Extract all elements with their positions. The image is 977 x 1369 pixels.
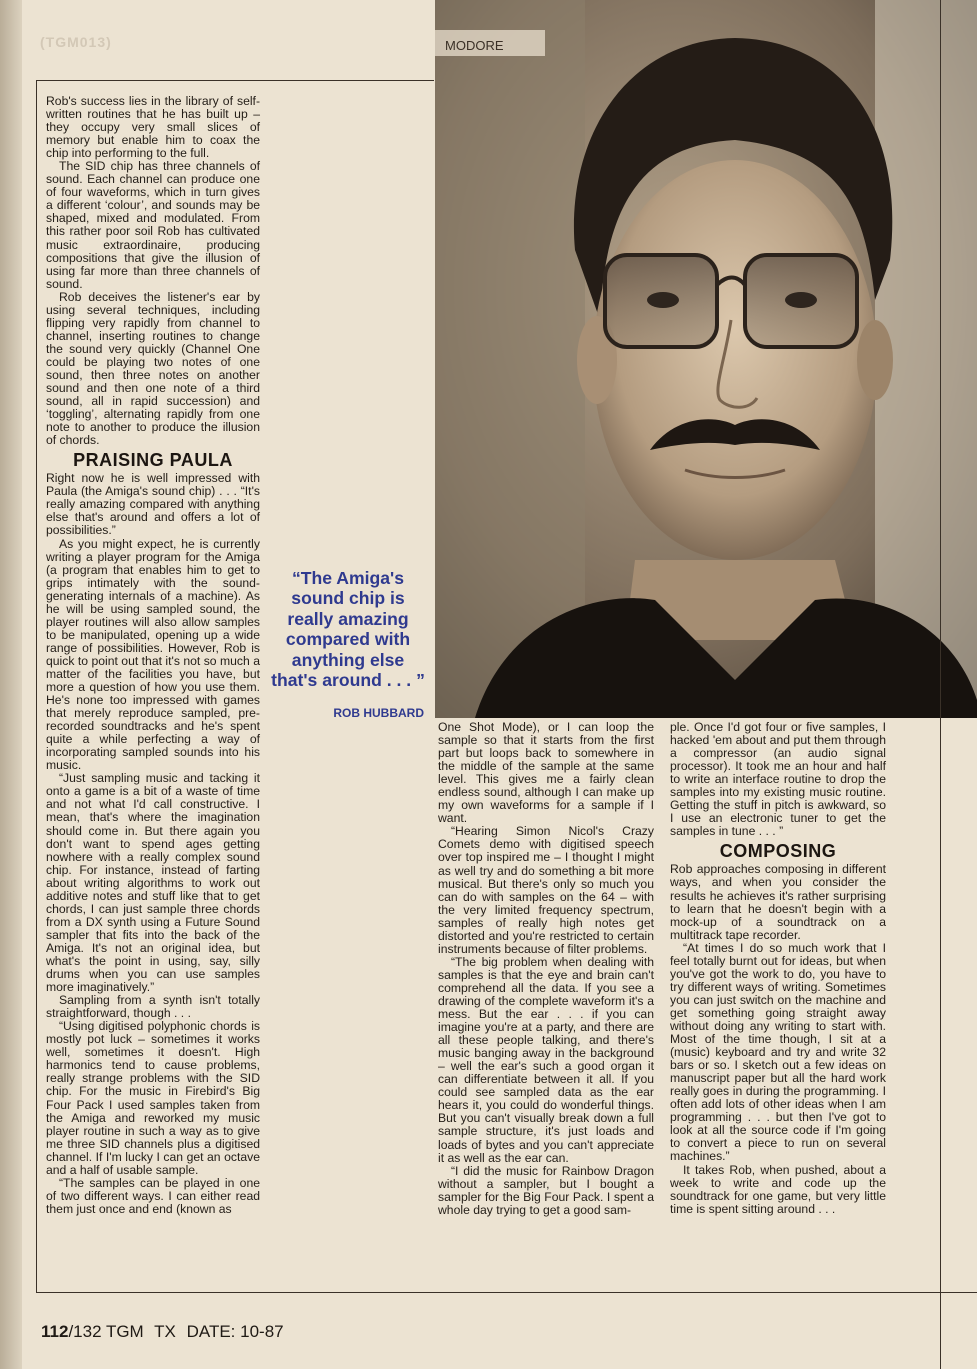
paragraph: One Shot Mode), or I can loop the sample so that it starts from the first part but loops back to somewhere in the middle of the sample at the same level. This gives me a fairly clean endless sound, although I can make up my own waveforms for a sample if I want.: [438, 720, 654, 826]
sign-text: MODORE: [445, 38, 504, 53]
paragraph: “The samples can be played in one of two different ways. I can either read them just once and end (known as: [46, 1175, 260, 1216]
paragraph: Sampling from a synth isn't totally straightforward, though . . .: [46, 993, 260, 1021]
portrait-photo: [435, 0, 977, 718]
portrait-illustration: [435, 0, 977, 718]
frame-rule-bottom: [36, 1292, 977, 1293]
header-ghost-text: (TGM013): [40, 34, 112, 50]
paragraph: Rob deceives the listener's ear by using several techniques, including flipping very rapidly from channel to channel, inserting routines to change the sound very quickly (Channel One could be playing two notes of one sound, then three notes on another sound and then one note of a third sound, all in rapid succession) and ‘toggling’, alternating rapidly from one note to another to produce the illusion of chords.: [46, 289, 260, 448]
paragraph: “Hearing Simon Nicol's Crazy Comets demo with digitised speech over top inspired me – I thought I might as well try and do something a bit more musical. But there's only so much you can do with samples on the 64 – with the very limited frequency spectrum, samples of really high notes get distorted and you're restricted to certain instruments because of filter problems.: [438, 824, 654, 956]
paragraph: Rob's success lies in the library of self-written routines that he has built up – they occupy very small slices of memory but enable him to coax the chip into performing to the full.: [46, 94, 260, 161]
date-label: DATE: 10-87: [186, 1322, 284, 1341]
paragraph: “Just sampling music and tacking it onto a game is a bit of a waste of time and not what I'd call constructive. I mean, that's where the imagination should come in. But there again you don't want to spend ages getting nowhere with a really complex sound chip. For instance, instead of farting about writing algorithms to work out additive notes and stuff like that to get chords, I can just sample three chords from a DX synth using a Future Sound sampler that fits into the back of the Amiga. It's not an original idea, but what's the point in using, say, silly drums when you can use samples more imaginatively.”: [46, 771, 260, 995]
pull-quote: “The Amiga's sound chip is really amazing compared with anything else that's around . . . ”: [271, 568, 425, 691]
paragraph: Rob approaches composing in different ways, and when you consider the results he achieves it's rather surprising to learn that he doesn't begin with a mock-up of a soundtrack on a multitrack tape recorder.: [670, 862, 886, 942]
article-column-2: [438, 721, 654, 1217]
article-column-3: [670, 721, 886, 1216]
frame-rule-left: [36, 80, 37, 1293]
section-heading-composing: COMPOSING: [719, 841, 837, 862]
article-column-1: [46, 95, 260, 1216]
paragraph: “The big problem when dealing with samples is that the eye and brain can't comprehend all the data. If you see a drawing of the complete waveform it's a mess. But the ear . . . if you can imagine you're at a party, and there are all these people talking, and there's music banging away in the background – well the ear's such a good organ it can differentiate between it all. If you could see sampled data as the ear hears it, you could do wonderful things. But you can't visually break down a full sample structure, it's just loads and loads of bytes and you can't appreciate it as well as the ear can.: [438, 954, 654, 1165]
pull-quote-credit: ROB HUBBARD: [333, 706, 424, 720]
section-heading-praising-paula: PRAISING PAULA: [73, 450, 233, 471]
page-number: 112: [41, 1322, 69, 1341]
paragraph: “Using digitised polyphonic chords is mostly pot luck – sometimes it works well, sometimes it doesn't. High harmonics tend to cause problems, really strange problems with the SID chip. For the music in Firebird's Big Four Pack I used samples taken from the Amiga and reworked my music player routine in such a way as to give me three SID channels plus a digitised channel. If I'm lucky I can get an octave and a half of usable sample.: [46, 1019, 260, 1177]
page-edge-shadow: [0, 0, 22, 1369]
frame-rule-right: [940, 0, 941, 1369]
tx-label: TX: [154, 1322, 176, 1341]
paragraph: The SID chip has three channels of sound. Each channel can produce one of four waveforms, which in turn gives a different ‘colour’, and sounds may be shaped, mixed and modulated. From this rather poor soil Rob has cultivated music extraordinaire, producing compositions that give the illusion of using far more than three channels of sound.: [46, 159, 260, 291]
paragraph: “I did the music for Rainbow Dragon without a sampler, but I bought a sampler for the Big Four Pack. I spent a whole day trying to get a good sam-: [438, 1163, 654, 1217]
page-footer: [41, 1322, 290, 1342]
issue-ref: /132 TGM: [68, 1322, 144, 1341]
paragraph: As you might expect, he is currently writing a player program for the Amiga (a program that enables him to get to grips intimately with the sound-generating internals of a machine). As he will be using sampled sound, the player routines will also allow samples to be manipulated, opening up a wide range of possibilities. However, Rob is quick to point out that it's not so much a matter of the facilities you have, but more a question of how you use them. He's none too impressed with games that merely reproduce sampled, pre-recorded soundtracks and he's spent quite a while perfecting a way of incorporating sampled sounds into his music.: [46, 536, 260, 773]
paragraph: “At times I do so much work that I feel totally burnt out for ideas, but when you've got the work to do, you have to try different ways of writing. Sometimes you can just switch on the machine and get something going straight away without doing any writing to start with. Most of the time though, I sit at a (music) keyboard and try and write 32 bars or so. I sketch out a few ideas on manuscript paper but all the hard work really goes in during the programming. I often add lots of other ideas when I am programming . . . but then I've got to look at all the source code if I'm going to convert a piece to run on several machines.”: [670, 940, 886, 1164]
paragraph: It takes Rob, when pushed, about a week to write and code up the soundtrack for one game, but very little time is spent sitting around . . .: [670, 1162, 886, 1216]
paragraph: ple. Once I'd got four or five samples, I hacked 'em about and put them through a compressor (an audio signal processor). It took me an hour and half to write an interface routine to drop the samples into my existing music routine. Getting the stuff in pitch is awkward, so I use an electronic tuner to get the samples in tune . . . ”: [670, 720, 886, 839]
paragraph: Right now he is well impressed with Paula (the Amiga's sound chip) . . . “It's really amazing compared with anything else that's around and offers a lot of possibilities.”: [46, 471, 260, 538]
frame-rule-top: [36, 80, 434, 81]
